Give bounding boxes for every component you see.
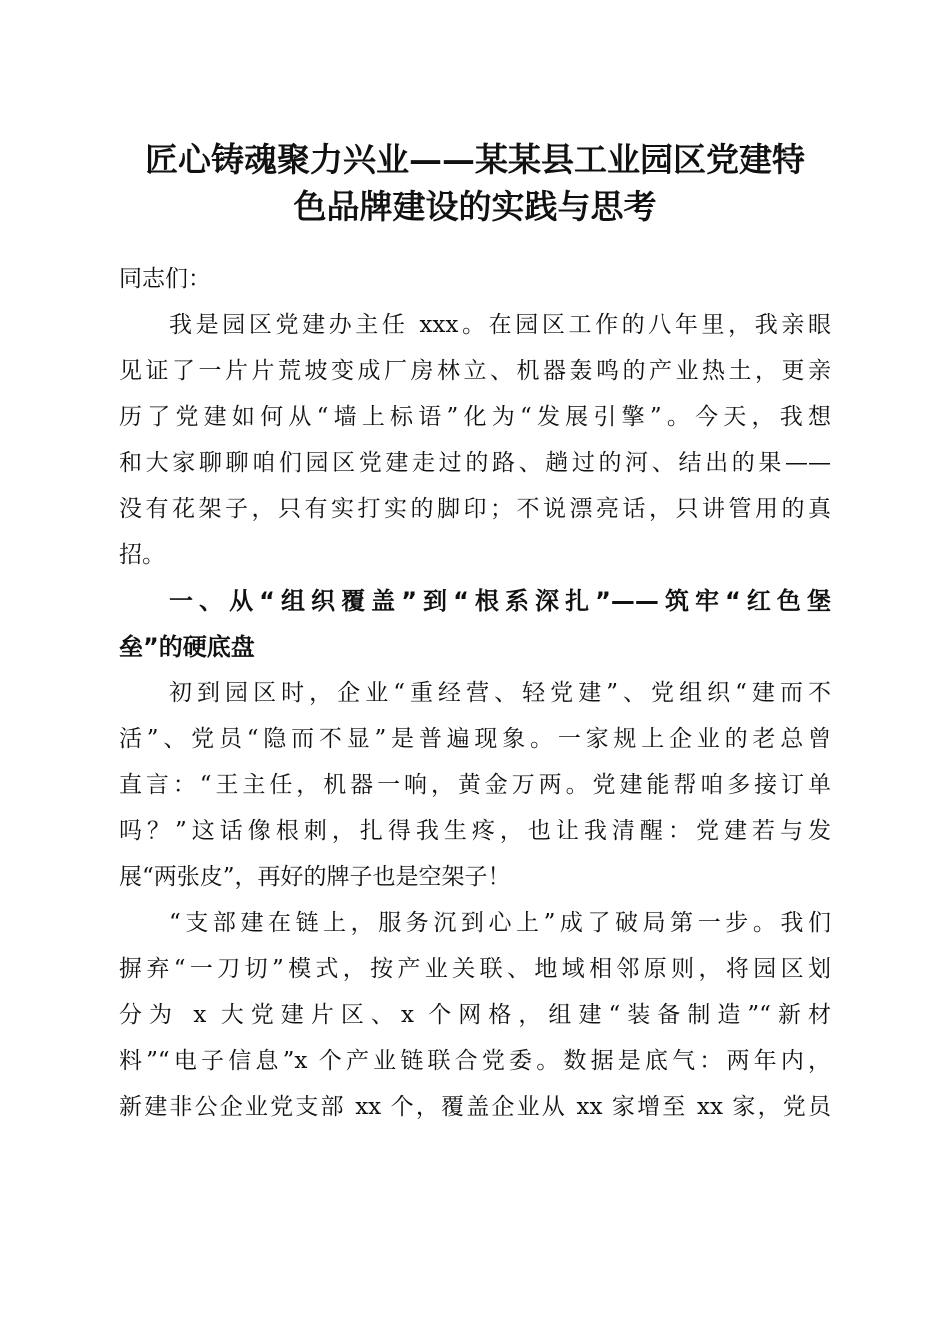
paragraph-line: 见证了一片片荒坡变成厂房林立、机器轰鸣的产业热土，更亲	[119, 358, 831, 384]
title-line-1: 匠心铸魂聚力兴业——某某县工业园区党建特	[145, 140, 805, 179]
paragraph-line: 初到园区时，企业“重经营、轻党建”、党组织“建而不	[169, 680, 831, 706]
paragraph-line: 历了党建如何从“墙上标语”化为“发展引擎”。今天，我想	[119, 404, 831, 430]
paragraph-line: “支部建在链上，服务沉到心上”成了破局第一步。我们	[169, 910, 831, 936]
intro-paragraph	[119, 302, 831, 578]
heading-line: 一、从“组织覆盖”到“根系深扎”——筑牢“红色堡	[169, 587, 831, 615]
document-title	[110, 136, 840, 230]
section-1-heading	[119, 578, 831, 670]
paragraph-line: 分为 x 大党建片区、x 个网格，组建“装备制造”“新材	[119, 1002, 831, 1028]
paragraph-line: 新建非公企业党支部 xx 个，覆盖企业从 xx 家增至 xx 家，党员	[119, 1094, 831, 1120]
paragraph-line: 展“两张皮”，再好的牌子也是空架子！	[119, 864, 511, 890]
heading-line: 垒”的硬底盘	[119, 633, 255, 661]
paragraph-line: 吗？”这话像根刺，扎得我生疼，也让我清醒：党建若与发	[119, 818, 831, 844]
paragraph-line: 活”、党员“隐而不显”是普遍现象。一家规上企业的老总曾	[119, 726, 831, 752]
salutation: 同志们：	[119, 266, 211, 292]
paragraph-1	[119, 670, 831, 900]
title-line-2: 色品牌建设的实践与思考	[293, 187, 657, 226]
paragraph-2	[119, 900, 831, 1130]
paragraph-line: 招。	[119, 542, 165, 568]
document-body	[119, 256, 831, 1130]
paragraph-line: 料”“电子信息”x 个产业链联合党委。数据是底气：两年内，	[119, 1048, 831, 1074]
paragraph-line: 摒弃“一刀切”模式，按产业关联、地域相邻原则，将园区划	[119, 956, 831, 982]
paragraph-line: 直言：“王主任，机器一响，黄金万两。党建能帮咱多接订单	[119, 772, 831, 798]
paragraph-line: 和大家聊聊咱们园区党建走过的路、趟过的河、结出的果——	[119, 450, 831, 476]
paragraph-line: 我是园区党建办主任 xxx。在园区工作的八年里，我亲眼	[169, 312, 831, 338]
paragraph-line: 没有花架子，只有实打实的脚印；不说漂亮话，只讲管用的真	[119, 496, 831, 522]
